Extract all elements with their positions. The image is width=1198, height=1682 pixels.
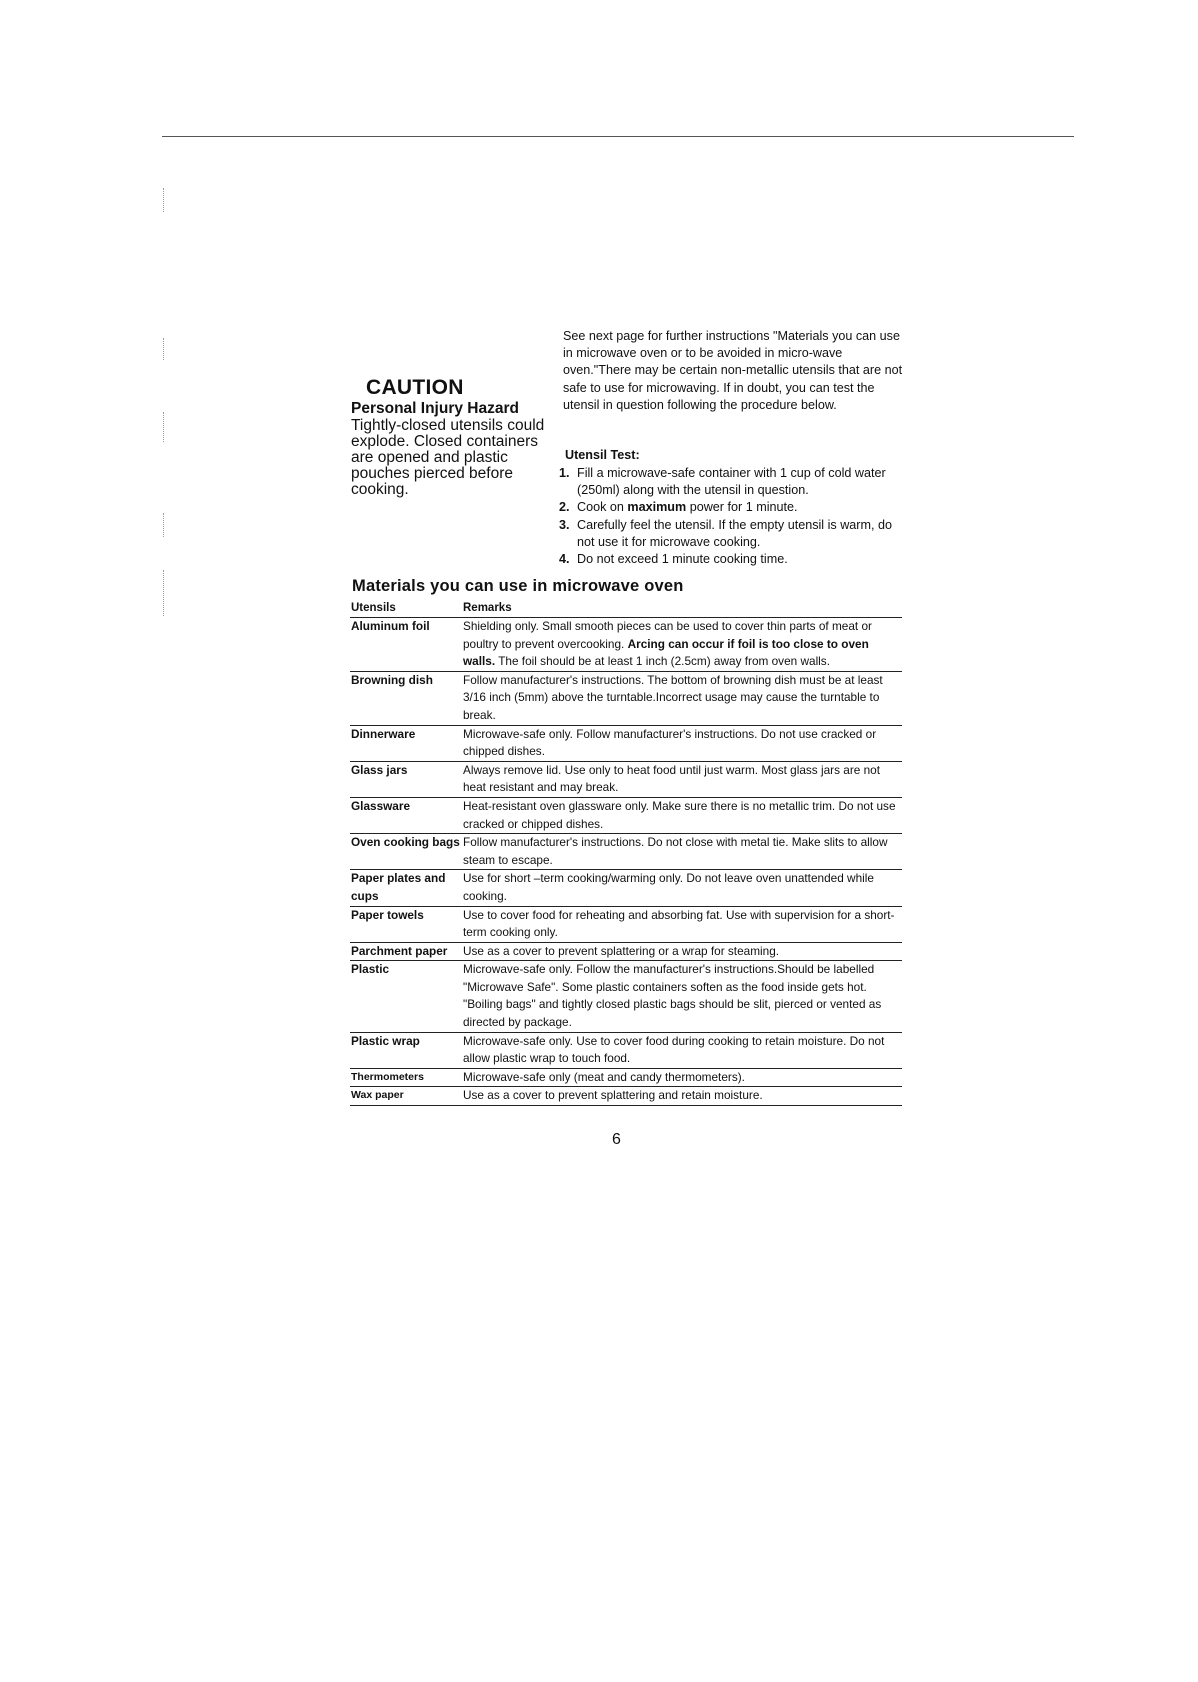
table-row <box>350 617 902 671</box>
table-row <box>350 1032 902 1068</box>
table-body <box>350 617 902 1106</box>
utensil-remark: Always remove lid. Use only to heat food until just warm. Most glass jars are not heat resistant and may break. <box>463 762 880 795</box>
caution-title: CAUTION <box>366 376 464 399</box>
utensil-remark: Follow manufacturer's instructions. The bottom of browning dish must be at least 3/16 inch (5mm) above the turntable.Incorrect usage may cause the turntable to break. <box>463 672 883 722</box>
utensil-name: Paper towels <box>351 907 424 922</box>
table-row <box>350 906 902 942</box>
utensil-name: Parchment paper <box>351 943 448 958</box>
utensil-name: Browning dish <box>351 672 433 687</box>
utensil-name: Paper plates and cups <box>351 871 446 903</box>
column-header-remarks: Remarks <box>463 602 512 614</box>
table-row <box>350 761 902 797</box>
remark-text: Shielding only. Small smooth pieces can be used to cover thin parts of meat or poultry to prevent overcooking. <box>463 619 872 651</box>
margin-dots <box>163 412 164 442</box>
test-step <box>559 517 909 551</box>
utensil-name: Thermometers <box>351 1070 424 1083</box>
step-text: Carefully feel the utensil. If the empty utensil is warm, do not use it for microwave cooking. <box>577 517 892 549</box>
test-step <box>559 551 909 568</box>
step-number: 1. <box>559 466 570 480</box>
step-text: Cook on <box>577 500 628 515</box>
utensil-name: Aluminum foil <box>351 619 430 633</box>
caution-body: Tightly-closed utensils could explode. Closed containers are opened and plastic pouches pierced before cooking. <box>351 417 545 498</box>
utensil-name: Plastic wrap <box>351 1033 420 1048</box>
materials-table <box>350 599 902 1106</box>
caution-subtitle: Personal Injury Hazard <box>351 400 519 417</box>
table-row <box>350 1068 902 1087</box>
utensil-remark: Heat-resistant oven glassware only. Make sure there is no metallic trim. Do not use cracked or chipped dishes. <box>463 798 896 831</box>
utensil-remark: Microwave-safe only (meat and candy thermometers). <box>463 1069 745 1084</box>
test-step <box>559 465 909 499</box>
margin-dots <box>163 513 164 537</box>
step-text-bold: maximum <box>627 500 687 515</box>
table-row <box>350 797 902 833</box>
table-row <box>350 960 902 1031</box>
utensil-name: Oven cooking bags <box>351 835 460 850</box>
utensil-test-steps <box>559 465 909 568</box>
utensil-remark: Microwave-safe only. Follow the manufacturer's instructions.Should be labelled "Microwave Safe". Some plastic containers soften as the food inside gets hot. "Boiling bags" and tightly closed plastic bags should be slit, pierced or vented as directed by package. <box>463 962 882 1030</box>
utensil-remark: Use to cover food for reheating and absorbing fat. Use with supervision for a short-term cooking only. <box>463 907 895 940</box>
utensil-test-title: Utensil Test: <box>565 448 640 462</box>
step-number: 3. <box>559 517 570 532</box>
remark-text: The foil should be at least 1 inch (2.5cm) away from oven walls. <box>495 654 830 669</box>
page-number: 6 <box>612 1131 621 1148</box>
utensil-remark: Microwave-safe only. Follow manufacturer's instructions. Do not use cracked or chipped dishes. <box>463 726 877 759</box>
step-text: Do not exceed 1 minute cooking time. <box>577 552 788 567</box>
step-number: 2. <box>559 500 570 515</box>
utensil-name: Wax paper <box>351 1089 404 1102</box>
test-step <box>559 499 909 516</box>
utensil-remark: Use as a cover to prevent splattering and retain moisture. <box>463 1088 763 1103</box>
table-row <box>350 725 902 761</box>
margin-dots <box>163 188 164 212</box>
utensil-remark <box>463 618 902 671</box>
step-text: Fill a microwave-safe container with 1 cup of cold water (250ml) along with the utensil in question. <box>577 466 886 498</box>
utensil-name: Glass jars <box>351 762 408 777</box>
remark-text-bold: Arcing can occur if foil is too close to oven walls. <box>463 636 869 669</box>
table-header <box>350 599 902 617</box>
utensil-name: Glassware <box>351 798 411 813</box>
table-row <box>350 671 902 725</box>
utensil-remark: Follow manufacturer's instructions. Do not close with metal tie. Make slits to allow steam to escape. <box>463 835 888 867</box>
table-row <box>350 833 902 869</box>
margin-dots <box>163 570 164 616</box>
intro-paragraph: See next page for further instructions "Materials you can use in microwave oven or to be avoided in micro-wave oven."There may be certain non-metallic utensils that are not safe to use for microwaving. If in doubt, you can test the utensil in question following the procedure below. <box>563 329 903 412</box>
table-row <box>350 1086 902 1106</box>
margin-dots <box>163 338 164 360</box>
column-header-utensils: Utensils <box>351 602 396 614</box>
materials-heading: Materials you can use in microwave oven <box>352 577 684 595</box>
utensil-remark: Microwave-safe only. Use to cover food during cooking to retain moisture. Do not allow plastic wrap to touch food. <box>463 1033 885 1066</box>
utensil-remark: Use for short –term cooking/warming only. Do not leave oven unattended while cooking. <box>463 871 874 903</box>
table-row <box>350 869 902 905</box>
caution-block <box>351 376 551 498</box>
table-row <box>350 942 902 961</box>
utensil-name: Dinnerware <box>351 726 416 741</box>
step-number: 4. <box>559 552 570 567</box>
utensil-remark: Use as a cover to prevent splattering or a wrap for steaming. <box>463 943 780 958</box>
utensil-name: Plastic <box>351 962 390 977</box>
top-rule <box>162 136 1074 137</box>
step-text: power for 1 minute. <box>686 500 798 515</box>
